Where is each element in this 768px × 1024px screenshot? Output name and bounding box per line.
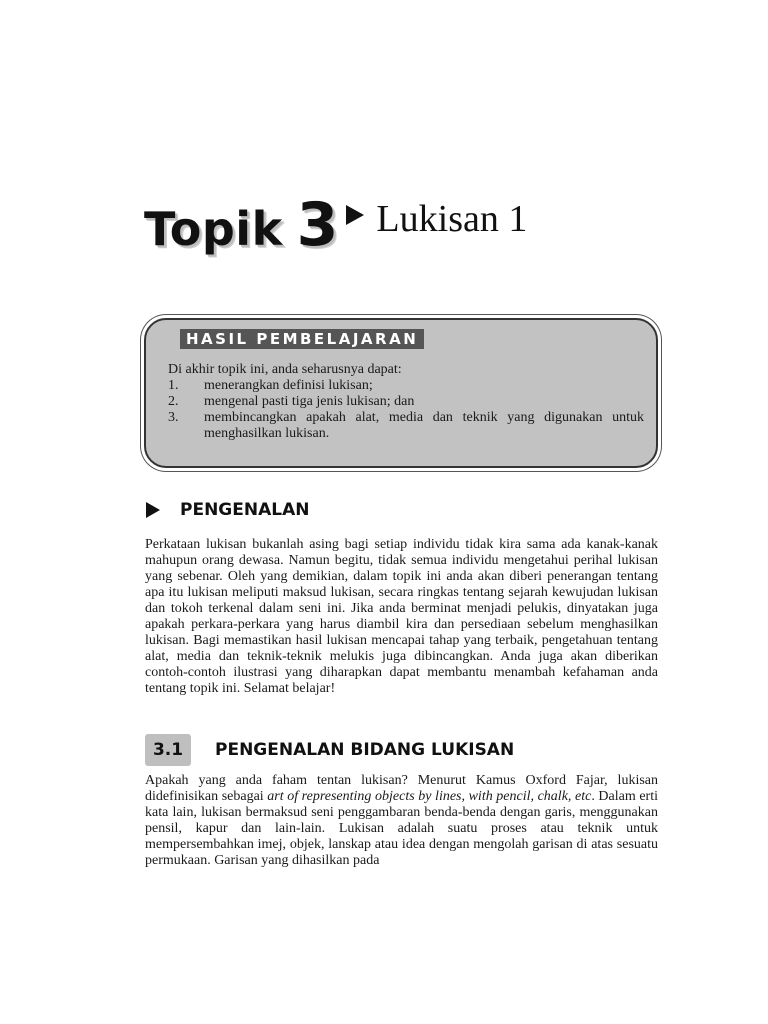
section-paragraph xyxy=(145,773,658,869)
list-item xyxy=(168,378,644,394)
introduction-heading-row xyxy=(146,500,309,520)
list-item xyxy=(168,410,644,442)
list-item-number: 1. xyxy=(168,378,179,393)
triangle-arrow-icon xyxy=(346,205,364,225)
list-item-text: membincangkan apakah alat, media dan teknik yang digunakan untuk menghasilkan lukisan. xyxy=(204,410,644,441)
paragraph-text: . Dalam erti kata lain, lukisan bermaksud seni penggambaran benda-benda dengan garis, menggunakan pensil, kapur dan lain-lain. Lukisan adalah suatu proses atau teknik untuk mempersembahkan imej, objek, lanskap atau idea dengan mengolah garisan di atas sesuatu permukaan. Garisan yang dihasilkan pada xyxy=(145,789,658,868)
list-item-number: 3. xyxy=(168,410,179,425)
triangle-bullet-icon xyxy=(146,502,160,518)
list-item-number: 2. xyxy=(168,394,179,409)
learning-outcomes-list xyxy=(168,378,644,442)
list-item-text: mengenal pasti tiga jenis lukisan; dan xyxy=(204,394,415,409)
learning-outcomes-intro: Di akhir topik ini, anda seharusnya dapat: xyxy=(168,362,402,377)
section-heading-row xyxy=(145,734,514,766)
list-item-text: menerangkan definisi lukisan; xyxy=(204,378,373,393)
italic-definition: art of representing objects by lines, with pencil, chalk, etc xyxy=(267,789,592,804)
topic-title: Lukisan 1 xyxy=(376,198,528,240)
topic-heading xyxy=(144,190,527,260)
learning-outcomes-box xyxy=(144,318,658,468)
section-heading: PENGENALAN BIDANG LUKISAN xyxy=(215,740,515,760)
topic-number: 3 xyxy=(296,190,339,260)
learning-outcomes-label: HASIL PEMBELAJARAN xyxy=(180,329,424,349)
introduction-paragraph: Perkataan lukisan bukanlah asing bagi setiap individu tidak kira sama ada kanak-kanak mahupun orang dewasa. Namun begitu, tidak semua individu mengetahui perihal lukisan yang sebenar. Oleh yang demikian, dalam topik ini anda akan diberi penerangan tentang apa itu lukisan meliputi maksud lukisan, secara ringkas tentang sejarah kewujudan lukisan dan tokoh terkenal dalam seni ini. Jika anda berminat menjadi pelukis, dinyatakan juga apakah perkara-perkara yang harus diambil kira dan persediaan sebelum menghasilkan lukisan. Bagi memastikan hasil lukisan mencapai tahap yang terbaik, pengetahuan tentang alat, media dan teknik-teknik melukis juga dibincangkan. Anda juga akan diberikan contoh-contoh ilustrasi yang diharapkan dapat membantu menambah kefahaman anda tentang topik ini. Selamat belajar! xyxy=(145,537,658,696)
section-number-badge: 3.1 xyxy=(145,734,191,766)
introduction-heading: PENGENALAN xyxy=(180,500,310,520)
topic-word: Topik xyxy=(144,202,283,256)
list-item xyxy=(168,394,644,410)
paragraph-text: Apakah yang anda faham tentan lukisan? Menurut Kamus Oxford Fajar, lukisan didefinisikan sebagai xyxy=(145,773,658,804)
